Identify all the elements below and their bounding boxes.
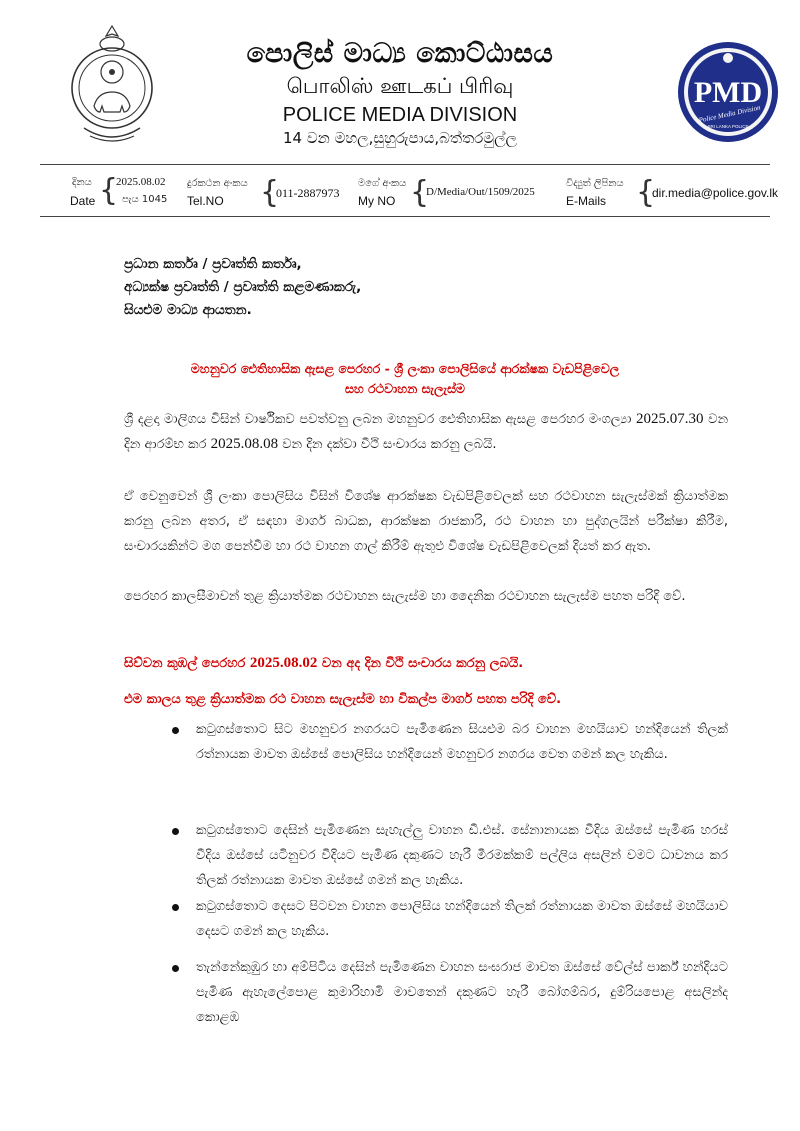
title-tamil: பொலிஸ் ஊடகப் பிரிவு	[286, 74, 514, 98]
office-address: 14 වන මහල,සුහුරුපාය,බත්තරමුල්ල	[283, 129, 517, 147]
email-value: dir.media@police.gov.lk	[652, 186, 779, 200]
info-strip-top-rule	[40, 164, 770, 165]
page-title: පොලිස් මාධ්‍ය කොට්ඨාසය	[246, 38, 554, 69]
paragraph: ශ්‍රී දළදා මාලිගය විසින් වාර්ෂිකව පවත්වනු ලබන මහනුවර ඓතිහාසික ඇසළ පෙරහර මංගල්‍යා 2025.07.30 වන දින ආරම්භ කර 2025.08.08 වන දින දක්වා වීථි සංචාරය කරනු ලබයි.	[124, 411, 728, 452]
list-item: කටුගස්තොට දෙසට පිටවන වාහන පොලිසිය හන්දියෙන් තිලක් රත්නායක මාවත ඔස්සේ මහයියාව දෙසට ගමන් කල හැකිය.	[196, 899, 728, 939]
brace-divider: {	[99, 173, 119, 208]
subject-line: මහනුවර ඓතිහාසික ඇසළ පෙරහර - ශ්‍රී ලංකා පොලිසියේ ආරක්ෂක වැඩපිළිවෙල	[190, 361, 620, 376]
my-number-label-en: My NO	[358, 194, 396, 208]
date-label-en: Date	[70, 194, 96, 208]
bullet-icon	[172, 828, 179, 835]
my-number-value: D/Media/Out/1509/2025	[426, 186, 535, 198]
date-value: 2025.08.02	[116, 176, 166, 188]
brace-divider: {	[260, 175, 280, 210]
addressee-line: අධ්‍යක්ෂ ප්‍රවෘත්ති / ප්‍රවෘත්ති කළමණාකරු,	[124, 279, 362, 295]
paragraph: ඒ වෙනුවෙන් ශ්‍රී ලංකා පොලිසිය විසින් විශේෂ ආරක්ෂක වැඩපිළිවෙලක් සහ රථවාහන සැලැස්මක් ක්‍රියාත්මක කරනු ලබන අතර, ඒ සඳහා මාර්ග බාධක, ආරක්ෂක රාජකාරි, රථ වාහන හා පුද්ගලයින් පරීක්ෂා කිරීම, සංචාරයකින්ට මග පෙන්වීම හා රථ වාහන ගාල් කිරීම් ඇතුළු විශේෂ වැඩපිළිවෙලක් දියත් කර ඇත.	[124, 489, 728, 554]
paragraph: පෙරහර කාලසීමාවන් තුළ ක්‍රියාත්මක රථවාහන සැලැස්ම හා දෛනික රථවාහන සැලැස්ම පහත පරිදි වේ.	[124, 589, 686, 604]
brace-divider: {	[410, 175, 430, 210]
police-emblem-icon	[66, 22, 158, 148]
date-label-si: දිනය	[72, 177, 92, 188]
my-number-label-si: මගේ අංකය	[358, 178, 407, 189]
tel-value: 011-2887973	[276, 186, 340, 200]
brace-divider: {	[636, 175, 656, 210]
list-item: තැන්නේකුඹුර හා අම්පිටිය දෙසින් පැමිණෙන වාහන සංඝරාජ මාවත ඔස්සේ වේල්ස් පාර්ක් හන්දියට පැමිණ ඇහැලේපොළ කුමාරිහාමි මාවතෙන් දකුණට හැරී බෝගම්බර, දුම්රියපොළ අසලින්ද කොළඹ	[196, 960, 728, 1025]
pmd-logo-sub-text: SRI LANKA POLICE	[707, 124, 749, 129]
tel-label-en: Tel.NO	[187, 194, 224, 208]
subject-line: සහ රථවාහන සැලැස්ම	[344, 381, 466, 396]
tel-label-si: දුරකථන අංකය	[187, 178, 248, 189]
date-text: 2025.07.30	[636, 411, 704, 427]
pmd-logo-ring-text: Police Media Division	[697, 103, 762, 125]
bullet-icon	[172, 727, 179, 734]
pmd-logo-icon	[676, 40, 780, 144]
addressee-line: ප්‍රධාන කර්තෘ / ප්‍රවෘත්ති කර්තෘ,	[124, 256, 302, 272]
list-item: කටුගස්තොට සිට මහනුවර නගරයට පැමිණෙන සියළුම බර වාහන මහයියාව හන්දියෙන් තිලක් රත්නායක මාවත ඔස්සේ පොලිසිය හන්දියෙන් මහනුවර නගරය වෙත ගමන් කල හැකිය.	[196, 722, 728, 762]
pmd-logo-text: PMD	[693, 76, 763, 109]
notice-line: සිව්වන කුඹල් පෙරහර 2025.08.02 වන අද දින වීථි සංචාරය කරනු ලබයි.	[124, 655, 524, 671]
date-text: 2025.08.08	[210, 436, 279, 452]
addressee-line: සියළුම මාධ්‍ය ආයතන.	[124, 302, 252, 318]
time-value: පැය 1045	[122, 194, 168, 205]
email-label-si: විද්‍යුත් ලිපිනය	[566, 178, 624, 189]
email-label-en: E-Mails	[566, 194, 607, 208]
list-item: කටුගස්තොට දෙසින් පැමිණෙන සැහැල්ලු වාහන ඩී.එස්. සේනානායක වීදිය ඔස්සේ පැමිණ හරස් වීදිය ඔස්සේ යටිනුවර වීදියට පැමිණ දකුණට හැරී මීරමක්කම් පල්ලිය අසලින් වමට ධාවනය කර තිලක් රත්නායක මාවත ඔස්සේ ගමන් කල හැකිය.	[196, 823, 728, 888]
bullet-icon	[172, 904, 179, 911]
title-english: POLICE MEDIA DIVISION	[282, 104, 518, 126]
bullet-icon	[172, 965, 179, 972]
info-strip-bottom-rule	[40, 216, 770, 217]
date-text: 2025.08.02	[249, 655, 318, 671]
notice-line: එම කාලය තුළ ක්‍රියාත්මක රථ වාහන සැලැස්ම හා විකල්ප මාර්ග පහත පරිදි වේ.	[124, 692, 562, 707]
